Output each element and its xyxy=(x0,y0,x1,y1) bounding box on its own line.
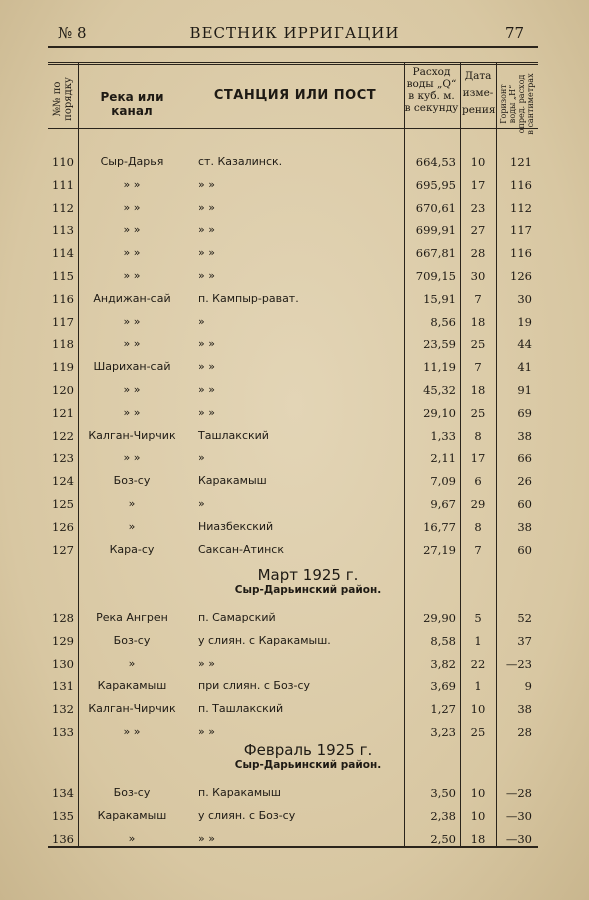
section-february-subtitle: Сыр-Дарьинский район. xyxy=(234,759,382,771)
river-cell: Боз-су xyxy=(113,786,151,799)
station-cell: » » xyxy=(198,246,215,260)
date-cell: 5 xyxy=(474,611,482,625)
header-river: Река или канал xyxy=(100,90,164,118)
river-cell: » » xyxy=(123,725,141,738)
station-cell: п. Каракамыш xyxy=(198,786,281,799)
table-row xyxy=(48,333,538,355)
river-cell: » » xyxy=(123,451,141,465)
river-cell: » xyxy=(128,831,136,845)
row-number: 129 xyxy=(52,633,74,648)
table-row xyxy=(48,805,538,827)
station-cell: » » xyxy=(198,177,215,191)
flow-cell: 8,58 xyxy=(430,633,456,648)
date-cell: 7 xyxy=(474,542,482,557)
table-row xyxy=(48,151,538,173)
flow-cell: 15,91 xyxy=(423,291,456,306)
flow-cell: 3,82 xyxy=(430,656,456,671)
river-cell: » xyxy=(128,656,136,670)
horizon-cell: 19 xyxy=(517,314,532,329)
station-cell: » » xyxy=(198,223,215,237)
flow-cell: 2,50 xyxy=(430,831,456,846)
river-cell: » » xyxy=(123,223,141,237)
header-rule xyxy=(48,128,538,129)
table-row xyxy=(48,402,538,424)
row-number: 119 xyxy=(52,360,74,375)
station-cell: » » xyxy=(198,405,215,419)
horizon-cell: —28 xyxy=(505,786,532,800)
date-cell: 10 xyxy=(470,155,486,169)
table-row xyxy=(48,379,538,401)
row-number: 117 xyxy=(52,314,74,329)
row-number: 116 xyxy=(52,291,74,306)
table-row xyxy=(48,828,538,850)
flow-cell: 1,33 xyxy=(430,428,456,443)
date-cell: 25 xyxy=(470,405,486,420)
station-cell: » » xyxy=(198,360,215,374)
flow-cell: 16,77 xyxy=(423,519,456,534)
date-cell: 7 xyxy=(474,360,482,375)
date-cell: 25 xyxy=(470,725,486,739)
station-cell: » xyxy=(198,314,205,328)
flow-cell: 667,81 xyxy=(415,246,456,261)
flow-cell: 2,38 xyxy=(430,808,456,823)
row-number: 120 xyxy=(52,383,74,397)
date-cell: 23 xyxy=(470,200,486,215)
river-cell: Река Ангрен xyxy=(96,611,168,624)
date-cell: 7 xyxy=(474,291,482,306)
table-row xyxy=(48,782,538,804)
section-march-subtitle: Сыр-Дарьинский район. xyxy=(234,584,382,596)
journal-title: ВЕСТНИК ИРРИГАЦИИ xyxy=(189,24,400,42)
station-cell: при слиян. с Боз-су xyxy=(198,679,311,693)
running-head xyxy=(0,22,589,44)
row-number: 112 xyxy=(52,200,74,215)
river-cell: Кара-су xyxy=(109,542,155,556)
flow-cell: 29,10 xyxy=(423,405,456,420)
section-march-title: Март 1925 г. xyxy=(257,566,359,584)
station-cell: » xyxy=(198,451,205,465)
horizon-cell: 60 xyxy=(517,542,532,557)
flow-cell: 670,61 xyxy=(415,200,456,215)
row-number: 121 xyxy=(52,405,74,420)
station-cell: » » xyxy=(198,200,215,214)
table-row xyxy=(48,356,538,378)
date-cell: 22 xyxy=(470,656,486,671)
row-number: 132 xyxy=(52,702,74,717)
station-cell: п. Кампыр-рават. xyxy=(198,291,299,305)
date-cell: 27 xyxy=(470,223,486,238)
flow-cell: 3,23 xyxy=(430,725,456,739)
flow-cell: 695,95 xyxy=(415,177,456,192)
table-row xyxy=(48,219,538,241)
header-horizon xyxy=(496,66,538,135)
flow-cell: 7,09 xyxy=(430,474,456,489)
date-cell: 30 xyxy=(470,269,486,283)
table-row xyxy=(48,265,538,287)
row-number: 113 xyxy=(52,223,74,238)
horizon-cell: 116 xyxy=(510,177,532,192)
table-row xyxy=(48,197,538,219)
flow-cell: 699,91 xyxy=(415,223,456,238)
page-number: 77 xyxy=(505,24,525,42)
flow-cell: 709,15 xyxy=(415,269,456,283)
river-cell: » » xyxy=(123,314,141,328)
horizon-cell: 91 xyxy=(517,383,532,397)
flow-cell: 8,56 xyxy=(430,314,456,329)
horizon-cell: 69 xyxy=(517,405,532,420)
horizon-cell: 26 xyxy=(517,474,532,489)
river-cell: Сыр-Дарья xyxy=(100,155,164,168)
station-cell: Каракамыш xyxy=(198,474,267,488)
river-cell: Калган-Чирчик xyxy=(88,428,176,442)
table-row xyxy=(48,630,538,652)
date-cell: 1 xyxy=(474,633,482,648)
river-cell: » » xyxy=(123,246,141,260)
header-station: СТАНЦИЯ ИЛИ ПОСТ xyxy=(213,88,377,103)
station-cell: » » xyxy=(198,725,215,738)
header-flow: Расход воды „Q“ в куб. м. в секунду xyxy=(404,66,459,114)
row-number: 135 xyxy=(52,808,74,823)
station-cell: п. Самарский xyxy=(198,611,276,624)
horizon-cell: 38 xyxy=(517,428,532,443)
header-horizon-text: Горизонт воды „H“ опред. расход в сантиметрах xyxy=(499,73,535,135)
row-number: 125 xyxy=(52,497,74,511)
header-number-text: №№ по порядку xyxy=(52,77,74,121)
horizon-cell: 121 xyxy=(510,155,532,169)
river-cell: » » xyxy=(123,200,141,214)
river-cell: Калган-Чирчик xyxy=(88,702,176,716)
row-number: 111 xyxy=(52,177,74,192)
date-cell: 17 xyxy=(470,177,486,192)
table-row xyxy=(48,425,538,447)
horizon-cell: 117 xyxy=(510,223,532,238)
river-cell: Шарихан-сай xyxy=(93,360,171,374)
date-cell: 18 xyxy=(470,831,486,846)
section-february-title: Февраль 1925 г. xyxy=(243,741,373,759)
date-cell: 25 xyxy=(470,337,486,352)
flow-cell: 1,27 xyxy=(430,702,456,717)
date-cell: 10 xyxy=(470,808,486,823)
row-number: 115 xyxy=(52,269,74,283)
river-cell: » » xyxy=(123,405,141,419)
horizon-cell: 9 xyxy=(524,679,532,694)
horizon-cell: —23 xyxy=(505,656,532,671)
row-number: 127 xyxy=(52,542,74,557)
row-number: 134 xyxy=(52,786,74,800)
horizon-cell: 60 xyxy=(517,497,532,511)
horizon-cell: 38 xyxy=(517,702,532,717)
issue-number: № 8 xyxy=(58,24,87,42)
river-cell: » » xyxy=(123,269,141,282)
flow-cell: 3,69 xyxy=(430,679,456,694)
station-cell: » » xyxy=(198,656,215,670)
date-cell: 29 xyxy=(470,497,486,511)
flow-cell: 664,53 xyxy=(415,155,456,169)
horizon-cell: 38 xyxy=(517,519,532,534)
table-row xyxy=(48,516,538,538)
section-march xyxy=(208,566,408,596)
date-cell: 18 xyxy=(470,383,486,397)
table-row xyxy=(48,242,538,264)
table-row xyxy=(48,493,538,515)
table-row xyxy=(48,698,538,720)
horizon-cell: 44 xyxy=(517,337,532,352)
station-cell: п. Ташлакский xyxy=(198,702,284,716)
row-number: 118 xyxy=(52,337,74,352)
station-cell: » » xyxy=(198,337,215,351)
section-february xyxy=(208,741,408,771)
station-cell: » » xyxy=(198,831,215,845)
station-cell: у слиян. с Каракамыш. xyxy=(198,633,331,647)
flow-cell: 11,19 xyxy=(423,360,456,375)
date-cell: 6 xyxy=(474,474,482,489)
river-cell: Боз-су xyxy=(113,474,151,488)
row-number: 126 xyxy=(52,519,74,534)
river-cell: Андижан-сай xyxy=(93,291,171,305)
flow-cell: 29,90 xyxy=(423,611,456,625)
horizon-cell: 37 xyxy=(517,633,532,648)
horizon-cell: 116 xyxy=(510,246,532,261)
horizon-cell: 52 xyxy=(517,611,532,625)
horizon-cell: —30 xyxy=(505,831,532,846)
horizon-cell: 30 xyxy=(517,291,532,306)
river-cell: Каракамыш xyxy=(97,808,167,822)
table-row xyxy=(48,470,538,492)
date-cell: 10 xyxy=(470,702,486,717)
table-row xyxy=(48,311,538,333)
date-cell: 10 xyxy=(470,786,486,800)
row-number: 131 xyxy=(52,679,74,694)
station-cell: Ниазбекский xyxy=(198,519,274,533)
horizon-cell: 112 xyxy=(510,200,532,215)
flow-cell: 27,19 xyxy=(423,542,456,557)
flow-cell: 3,50 xyxy=(430,786,456,800)
row-number: 136 xyxy=(52,831,74,846)
header-number xyxy=(48,66,78,126)
row-number: 114 xyxy=(52,246,74,261)
horizon-cell: —30 xyxy=(505,808,532,823)
flow-cell: 2,11 xyxy=(430,451,456,466)
date-cell: 1 xyxy=(474,679,482,694)
row-number: 123 xyxy=(52,451,74,466)
table-row xyxy=(48,447,538,469)
river-cell: Боз-су xyxy=(113,633,151,647)
row-number: 130 xyxy=(52,656,74,671)
top-rule xyxy=(48,46,538,48)
table-row xyxy=(48,653,538,675)
date-cell: 18 xyxy=(470,314,486,329)
row-number: 133 xyxy=(52,725,74,739)
horizon-cell: 66 xyxy=(517,451,532,466)
station-cell: » » xyxy=(198,383,215,396)
river-cell: Каракамыш xyxy=(97,679,167,693)
table-row xyxy=(48,721,538,743)
flow-cell: 9,67 xyxy=(430,497,456,511)
date-cell: 8 xyxy=(474,519,482,534)
station-cell: Саксан-Атинск xyxy=(198,542,284,556)
row-number: 128 xyxy=(52,611,74,625)
station-cell: ст. Казалинск. xyxy=(198,155,283,168)
row-number: 122 xyxy=(52,428,74,443)
river-cell: » xyxy=(128,497,136,510)
flow-cell: 23,59 xyxy=(423,337,456,352)
table-row xyxy=(48,288,538,310)
flow-cell: 45,32 xyxy=(423,383,456,397)
horizon-cell: 126 xyxy=(510,269,532,283)
header-date: Дата изме-рения xyxy=(462,70,496,116)
river-cell: » » xyxy=(123,177,141,191)
table-row xyxy=(48,539,538,561)
river-cell: » » xyxy=(123,337,141,351)
station-cell: у слиян. с Боз-су xyxy=(198,808,296,822)
station-cell: Ташлакский xyxy=(198,428,269,442)
station-cell: » xyxy=(198,497,205,510)
row-number: 124 xyxy=(52,474,74,489)
horizon-cell: 28 xyxy=(517,725,532,739)
date-cell: 17 xyxy=(470,451,486,466)
table-row xyxy=(48,607,538,629)
table-row xyxy=(48,174,538,196)
table-row xyxy=(48,675,538,697)
station-cell: » » xyxy=(198,269,215,282)
river-cell: » » xyxy=(123,383,141,396)
river-cell: » xyxy=(128,519,136,533)
horizon-cell: 41 xyxy=(517,360,532,375)
date-cell: 28 xyxy=(470,246,486,261)
row-number: 110 xyxy=(52,155,74,169)
date-cell: 8 xyxy=(474,428,482,443)
